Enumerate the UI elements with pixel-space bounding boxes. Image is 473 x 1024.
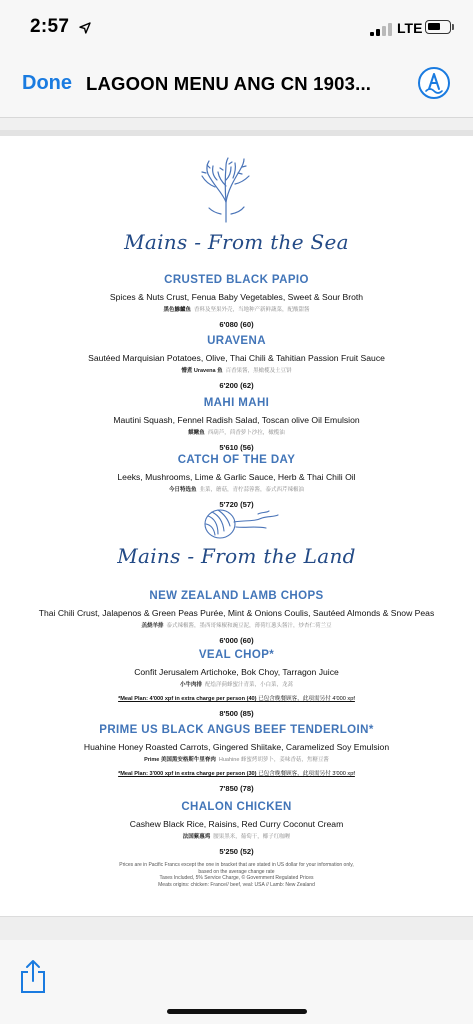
dish-name: URAVENA <box>207 335 266 347</box>
dish-description: Confit Jerusalem Artichoke, Bok Choy, Tarragon Juice <box>134 667 339 677</box>
share-icon <box>18 958 48 994</box>
pdf-page-gap <box>0 118 473 130</box>
dish-description: Spices & Nuts Crust, Fenua Baby Vegetables, Sweet & Sour Broth <box>109 292 364 302</box>
dish-price: 6'000 (60) <box>219 636 254 645</box>
dish-description: Sautéed Marquisian Potatoes, Olive, Thai Chili & Tahitian Passion Fruit Sauce <box>88 353 385 363</box>
dish-chinese-name: 鲯鳅鱼 <box>188 430 205 436</box>
meal-plan-note <box>0 770 473 779</box>
price-footnotes <box>0 862 473 888</box>
menu-item <box>0 648 473 719</box>
dish-chinese-desc: Huahine 蜂蜜烤胡萝卜，姜味香菇，焦糖豆酱 <box>218 757 329 763</box>
meal-plan-note-en: *Meal Plan: 4'000 xpf in extra charge per person (40) <box>118 696 257 702</box>
signal-bars-icon <box>370 22 394 36</box>
navigation-bar <box>0 50 473 118</box>
dish-name: PRIME US BLACK ANGUS BEEF TENDERLOIN* <box>99 724 374 736</box>
battery-cap <box>452 24 454 30</box>
dish-name: CHALON CHICKEN <box>181 801 292 813</box>
done-button[interactable]: Done <box>22 72 72 94</box>
home-indicator <box>167 1009 307 1014</box>
dish-name: MAHI MAHI <box>203 397 270 409</box>
dish-chinese-name: 小牛肉排 <box>179 682 202 688</box>
footnote-line: Meats origins: chicken: France// beef, veal: USA // Lamb: New Zealand <box>158 881 315 888</box>
dish-chinese-name: 今日特选鱼 <box>168 487 197 493</box>
footnote-line: Taxes Included, 5% Service Charge, © Government Regulated Prices <box>159 875 314 882</box>
battery-icon <box>425 20 451 34</box>
dish-price: 5'610 (56) <box>219 443 254 452</box>
section-heading-sea: Mains - From the Sea <box>124 230 349 254</box>
dish-chinese <box>0 306 473 315</box>
menu-item <box>0 334 473 391</box>
dish-description: Leeks, Mushrooms, Lime & Garlic Sauce, Herb & Thai Chili Oil <box>117 472 356 482</box>
dish-name: NEW ZEALAND LAMB CHOPS <box>149 590 324 602</box>
dish-chinese-desc: 百香果酱，黑橄榄及土豆饼 <box>225 368 292 374</box>
dish-price: 8'500 (85) <box>219 709 254 718</box>
dish-chinese-desc: 韭菜，蘑菇，青柠蒜蓉酱，泰式西芹辣椒油 <box>199 487 305 493</box>
dish-chinese <box>0 429 473 438</box>
dish-price: 6'200 (62) <box>219 381 254 390</box>
dish-name: VEAL CHOP* <box>198 649 275 661</box>
document-title: LAGOON MENU ANG CN 1903... <box>86 73 372 94</box>
dish-description: Thai Chili Crust, Jalapenos & Green Peas Purée, Mint & Onions Coulis, Sautéed Almonds & Snow Peas <box>38 608 435 618</box>
menu-item <box>0 453 473 510</box>
footnote-line: based on the average change rate <box>198 868 275 875</box>
dish-description: Mautini Squash, Fennel Radish Salad, Toscan olive Oil Emulsion <box>113 415 360 425</box>
dish-chinese-desc: 腰果黑米，葡萄干，椰子红咖喱 <box>213 834 291 840</box>
menu-item <box>0 589 473 646</box>
dish-chinese-name: 羔烧羊排 <box>141 623 164 629</box>
dish-chinese-desc: 西葫芦，茴香萝卜沙拉，橄榄油 <box>207 430 285 436</box>
menu-item <box>0 723 473 794</box>
dish-chinese <box>0 681 473 690</box>
menu-item <box>0 800 473 857</box>
dish-chinese <box>0 756 473 765</box>
dish-price: 7'850 (78) <box>219 784 254 793</box>
section-heading-land: Mains - From the Land <box>117 544 356 568</box>
dish-chinese <box>0 622 473 631</box>
dish-description: Cashew Black Rice, Raisins, Red Curry Coconut Cream <box>129 819 344 829</box>
dish-chinese <box>0 833 473 842</box>
dish-chinese-desc: 香料及坚果外壳，当地种产新鲜蔬菜，配酸甜酱 <box>194 307 310 313</box>
status-time: 2:57 <box>30 16 70 37</box>
dish-chinese-desc: 配烩洋蓟蜂蜜汁青菜，小白菜，龙蒿 <box>205 682 294 688</box>
dish-chinese <box>0 367 473 376</box>
dish-description: Huahine Honey Roasted Carrots, Gingered Shiitake, Caramelized Soy Emulsion <box>83 742 390 752</box>
dish-price: 5'250 (52) <box>219 847 254 856</box>
coral-illustration <box>198 156 254 224</box>
markup-pen-icon <box>420 69 448 97</box>
dish-name: CRUSTED BLACK PAPIO <box>164 274 309 286</box>
dish-chinese-name: 黑色鰺鱸鱼 <box>163 307 191 313</box>
status-bar <box>0 0 473 50</box>
dish-chinese-name: 法国紫惠鸡 <box>182 834 211 840</box>
dish-chinese-name: Prime 美国黑安格斯牛里脊肉 <box>144 757 216 763</box>
share-button[interactable] <box>18 958 48 994</box>
meal-plan-note-zh: 已包含晚餐顾客，此项需另付 3'000 xpf <box>256 771 355 777</box>
dish-chinese-desc: 泰式辣椒酱，墨西哥辣椒和豌豆泥，薄荷红葱头酱汁，炒杏仁荷兰豆 <box>166 623 332 629</box>
dish-price: 6'080 (60) <box>219 320 254 329</box>
markup-button[interactable] <box>418 67 450 99</box>
meal-plan-note-zh: 已包含晚餐顾客，此项需另付 4'000 xpf <box>256 696 355 702</box>
network-type: LTE <box>397 20 423 36</box>
meal-plan-note <box>0 695 473 704</box>
dish-name: CATCH OF THE DAY <box>177 454 296 466</box>
meal-plan-note-en: *Meal Plan: 3'000 xpf in extra charge per person (30) <box>118 771 257 777</box>
dish-chinese-name: 懵煮 Uravena 鱼 <box>181 368 223 374</box>
dish-price: 5'720 (57) <box>219 500 254 509</box>
location-arrow-icon <box>79 22 91 34</box>
pdf-page[interactable] <box>0 136 473 916</box>
menu-item <box>0 273 473 330</box>
footnote-line: Prices are in Pacific Francs except the one in bracket that are stated in US dollar for your information only, <box>119 862 354 868</box>
shell-illustration <box>196 504 280 544</box>
pdf-page-gap-bottom <box>0 916 473 940</box>
menu-item <box>0 396 473 453</box>
dish-chinese <box>0 486 473 495</box>
